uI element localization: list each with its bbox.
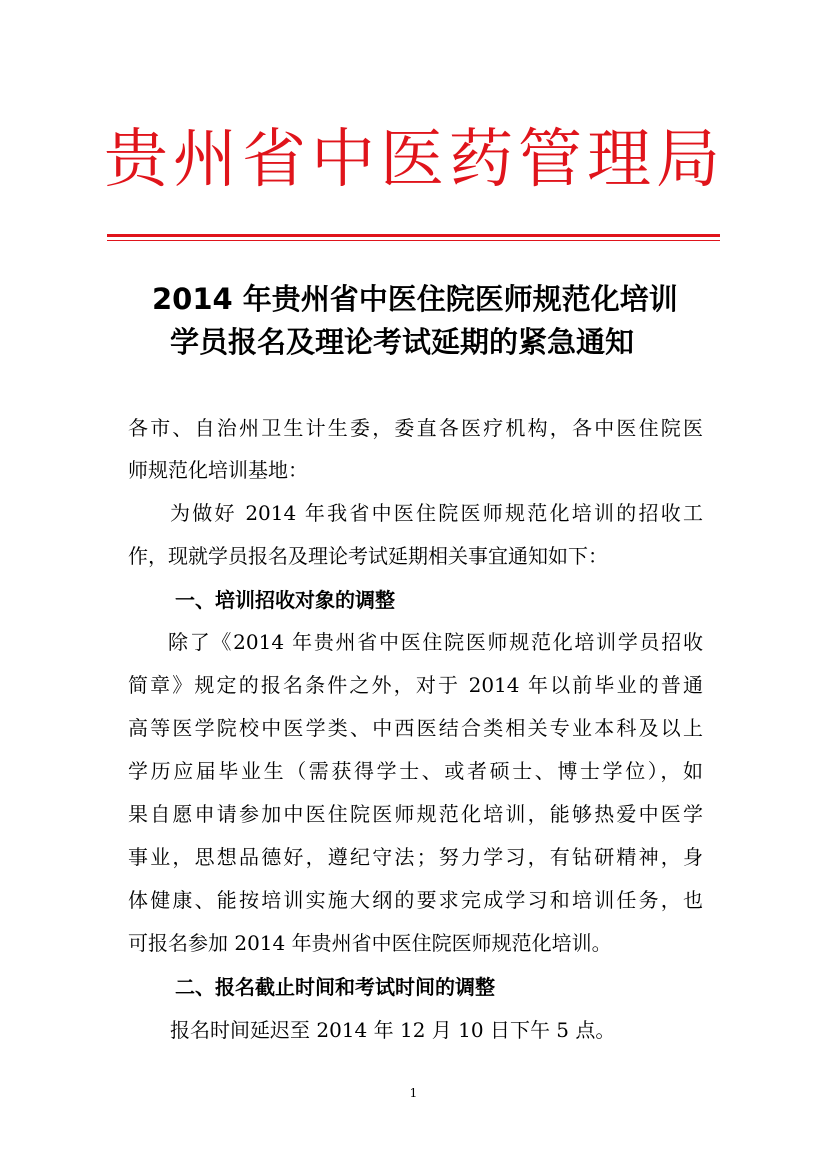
salutation-line-1: 各市、自治州卫生计生委，委直各医疗机构，各中医住院医 — [128, 416, 703, 440]
section1-line-8: 可报名参加 2014 年贵州省中医住院医师规范化培训。 — [128, 931, 612, 955]
intro-line-1: 为做好 2014 年我省中医住院医师规范化培训的招收工 — [170, 501, 703, 525]
section1-line-1: 除了《2014 年贵州省中医住院医师规范化培训学员招收 — [168, 630, 703, 654]
section1-line-5: 果自愿申请参加中医住院医师规范化培训，能够热爱中医学 — [128, 802, 703, 826]
intro-line-2: 作，现就学员报名及理论考试延期相关事宜通知如下： — [128, 544, 608, 568]
header-rule-thick — [107, 234, 720, 237]
section-heading-1: 一、培训招收对象的调整 — [175, 588, 395, 612]
section1-line-7: 体健康、能按培训实施大纲的要求完成学习和培训任务，也 — [128, 888, 703, 912]
org-header-title: 贵州省中医药管理局 — [104, 123, 725, 197]
header-rule-thin — [107, 240, 720, 241]
section2-line-1: 报名时间延迟至 2014 年 12 月 10 日下午 5 点。 — [170, 1018, 616, 1042]
section1-line-2: 简章》规定的报名条件之外，对于 2014 年以前毕业的普通 — [128, 673, 703, 697]
section1-line-6: 事业，思想品德好，遵纪守法；努力学习，有钻研精神，身 — [128, 845, 703, 869]
section-heading-2: 二、报名截止时间和考试时间的调整 — [175, 975, 495, 999]
notice-title-line-2: 学员报名及理论考试延期的紧急通知 — [170, 325, 635, 359]
salutation-line-2: 师规范化培训基地： — [128, 458, 308, 482]
page-number: 1 — [409, 1086, 418, 1100]
section1-line-3: 高等医学院校中医学类、中西医结合类相关专业本科及以上 — [128, 716, 703, 740]
section1-line-4: 学历应届毕业生（需获得学士、或者硕士、博士学位），如 — [128, 759, 703, 783]
notice-title-line-1: 2014 年贵州省中医住院医师规范化培训 — [152, 282, 678, 316]
